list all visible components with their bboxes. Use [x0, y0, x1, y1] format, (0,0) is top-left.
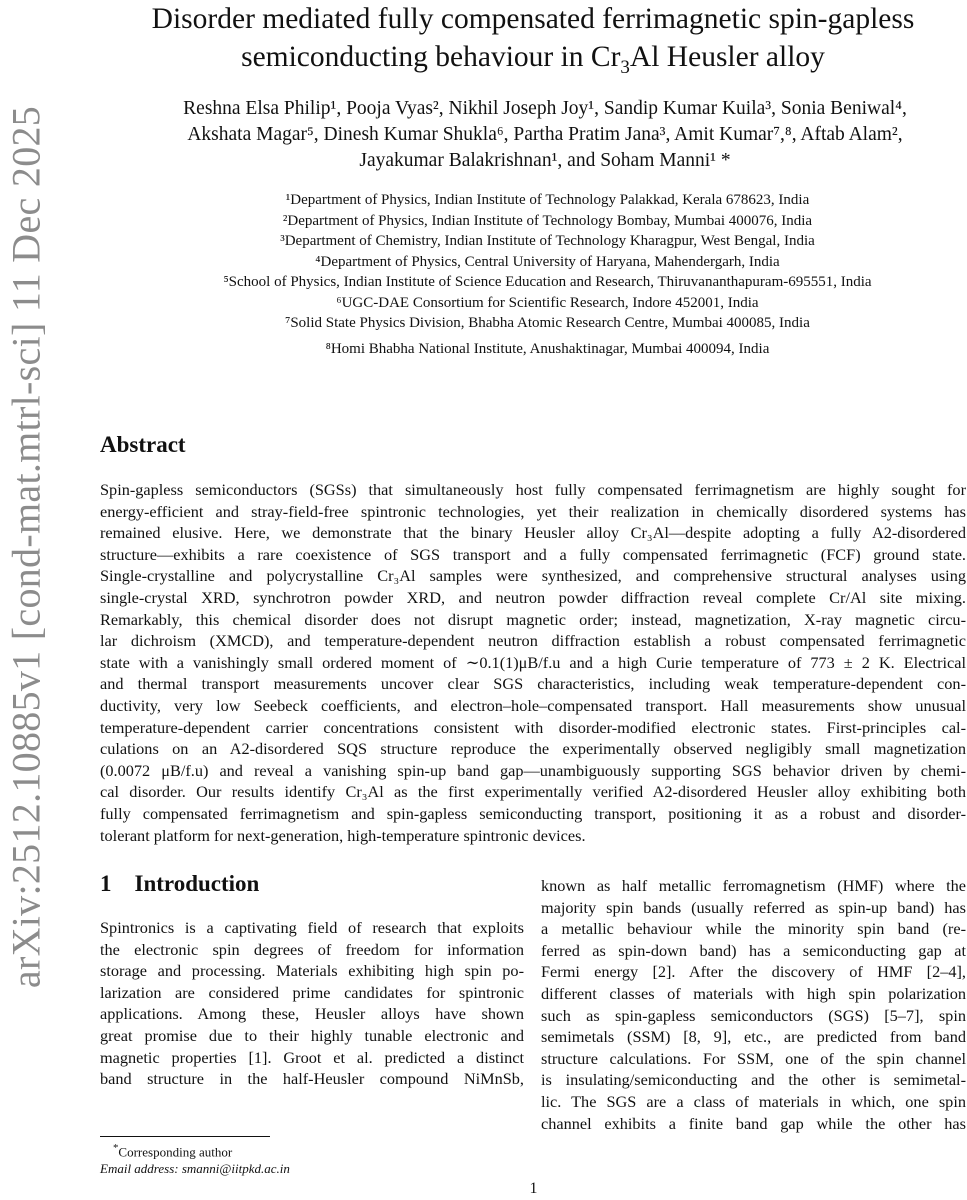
- affiliation: ⁵School of Physics, Indian Institute of Science Education and Research, Thiruvananthapuram-695551, India: [223, 274, 872, 290]
- affiliation: ¹Department of Physics, Indian Institute of Technology Palakkad, Kerala 678623, India: [285, 192, 810, 208]
- affiliation: ²Department of Physics, Indian Institute of Technology Bombay, Mumbai 400076, India: [282, 212, 813, 229]
- author-line: Reshna Elsa Philip¹, Pooja Vyas², Nikhil Joseph Joy¹, Sandip Kumar Kuila³, Sonia Beniwal⁴,: [183, 98, 907, 119]
- affiliation: ⁷Solid State Physics Division, Bhabha Atomic Research Centre, Mumbai 400085, India: [285, 315, 810, 331]
- footnote-email[interactable]: Email address: smanni@iitpkd.ac.in: [100, 1161, 290, 1177]
- intro-line: larization are considered prime candidates for spintronic: [100, 982, 524, 1002]
- abstract-line: ductivity, very low Seebeck coefficients, and electron–hole–compensated transport. Hall measurements show unusual: [100, 695, 966, 715]
- intro-line: known as half metallic ferromagnetism (HMF) where the: [541, 876, 966, 895]
- abstract-line: structure—exhibits a rare coexistence of SGS transport and a fully compensated ferrimagnetic (FCF) ground state.: [100, 544, 966, 564]
- abstract-line: temperature-dependent carrier concentrations consistent with disorder-modified electronic states. First-principles cal-: [100, 717, 966, 737]
- abstract-line: single-crystal XRD, synchrotron powder XRD, and neutron powder diffraction reveal complete Cr/Al site mixing.: [100, 587, 966, 607]
- footnote-rule: [100, 1136, 270, 1137]
- paper-title: [60, 0, 967, 87]
- section-number: 1: [100, 871, 112, 896]
- title-subscript: 3: [620, 56, 630, 78]
- footnote: [100, 1140, 290, 1177]
- author-line: Jayakumar Balakrishnan¹, and Soham Manni¹ *: [359, 150, 731, 171]
- abstract-line: tolerant platform for next-generation, high-temperature spintronic devices.: [100, 825, 586, 845]
- intro-line: structure calculations. For SSM, one of the spin channel: [541, 1048, 966, 1068]
- abstract-line: Single-crystalline and polycrystalline Cr₃Al samples were synthesized, and comprehensive structural analyses using: [100, 566, 966, 586]
- abstract-line: state with a vanishingly small ordered moment of ∼0.1(1)μB/f.u and a high Curie temperature of 773 ± 2 K. Electrical: [100, 652, 966, 672]
- intro-line: majority spin bands (usually referred as spin-up band) has: [541, 897, 966, 917]
- intro-line: storage and processing. Materials exhibiting high spin po-: [100, 961, 524, 981]
- affiliation: ⁴Department of Physics, Central University of Haryana, Mahendergarh, India: [315, 253, 780, 270]
- footnote-corresponding-text: Corresponding author: [118, 1144, 233, 1160]
- arxiv-sidebar-stamp: [3, 105, 49, 989]
- affiliation: ⁸Homi Bhabha National Institute, Anushaktinagar, Mumbai 400094, India: [325, 340, 770, 357]
- intro-line: a metallic behaviour while the minority spin band (re-: [541, 919, 966, 939]
- abstract-line: remained elusive. Here, we demonstrate that the binary Heusler alloy Cr₃Al—despite adopting a fully A2-disordered: [100, 523, 966, 543]
- abstract-line: lar dichroism (XMCD), and temperature-dependent neutron diffraction establish a robust compensated ferrimagnetic: [100, 631, 966, 651]
- intro-line: applications. Among these, Heusler alloys have shown: [100, 1004, 524, 1024]
- introduction-heading: [100, 871, 259, 897]
- abstract-line: Remarkably, this chemical disorder does not disrupt magnetic order; instead, magnetization, X-ray magnetic circu-: [100, 609, 966, 629]
- abstract-line: cal disorder. Our results identify Cr₃Al as the first experimentally verified A2-disordered Heusler alloy exhibiting both: [100, 782, 966, 802]
- abstract-line: Spin-gapless semiconductors (SGSs) that simultaneously host fully compensated ferrimagnetism are highly sought for: [100, 480, 966, 499]
- title-line-2-post: Al Heusler alloy: [629, 41, 825, 73]
- title-line-2-pre: semiconducting behaviour in Cr: [241, 41, 621, 73]
- intro-line: the electronic spin degrees of freedom for information: [100, 939, 524, 959]
- footnote-mark: *: [113, 1142, 119, 1154]
- arxiv-id: arXiv:2512.10885v1 [cond-mat.mtrl-sci] 11 Dec 2025: [3, 105, 49, 989]
- section-title: Introduction: [134, 871, 260, 896]
- affiliation: ³Department of Chemistry, Indian Institute of Technology Kharagpur, West Bengal, India: [280, 233, 815, 249]
- affiliation: ⁶UGC-DAE Consortium for Scientific Research, Indore 452001, India: [336, 294, 759, 311]
- abstract-line: (0.0072 μB/f.u) and reveal a vanishing spin-up band gap—unambiguously supporting SGS behavior driven by chemi-: [100, 760, 966, 780]
- abstract-line: and thermal transport measurements uncover clear SGS characteristics, including weak temperature-dependent con-: [100, 674, 966, 694]
- abstract-body: [100, 479, 966, 846]
- intro-line: lic. The SGS are a class of materials in which, one spin: [541, 1091, 966, 1111]
- intro-line: great promise due to their highly tunable electronic and: [100, 1025, 524, 1045]
- intro-line: semimetals (SSM) [8, 9], etc., are predicted from band: [541, 1027, 966, 1047]
- abstract-line: fully compensated ferrimagnetism and spin-gapless semiconducting transport, positioning it as a robust and disorder-: [100, 803, 966, 823]
- abstract-heading: Abstract: [100, 432, 186, 457]
- intro-left-column: [100, 917, 524, 1090]
- intro-line: ferred as spin-down band) has a semiconducting gap at: [541, 940, 966, 960]
- intro-line: Spintronics is a captivating field of research that exploits: [100, 918, 524, 937]
- author-line: Akshata Magar⁵, Dinesh Kumar Shukla⁶, Partha Pratim Jana³, Amit Kumar⁷,⁸, Aftab Alam²,: [187, 124, 903, 145]
- intro-line: channel exhibits a finite band gap while the other has: [541, 1113, 966, 1133]
- abstract-line: energy-efficient and stray-field-free spintronic technologies, yet their realization in chemically disordered systems has: [100, 501, 966, 521]
- title-line-2: [60, 38, 967, 87]
- intro-line: such as spin-gapless semiconductors (SGS) [5–7], spin: [541, 1005, 966, 1025]
- intro-line: is insulating/semiconducting and the other is semimetal-: [541, 1070, 966, 1090]
- title-line-1: Disorder mediated fully compensated ferrimagnetic spin-gapless: [151, 3, 915, 35]
- page-number: 1: [529, 1180, 538, 1197]
- intro-line: Fermi energy [2]. After the discovery of HMF [2–4],: [541, 962, 966, 982]
- intro-line: different classes of materials with high spin polarization: [541, 983, 966, 1003]
- abstract-line: culations on an A2-disordered SQS structure reproduce the experimentally observed negligibly small magnetization: [100, 739, 966, 759]
- author-list: [70, 96, 967, 174]
- intro-line: band structure in the half-Heusler compound NiMnSb,: [100, 1069, 524, 1089]
- footnote-corresponding: [100, 1140, 290, 1160]
- intro-right-column: [541, 875, 966, 1134]
- affiliation-list: [80, 190, 967, 359]
- intro-line: magnetic properties [1]. Groot et al. predicted a distinct: [100, 1047, 524, 1067]
